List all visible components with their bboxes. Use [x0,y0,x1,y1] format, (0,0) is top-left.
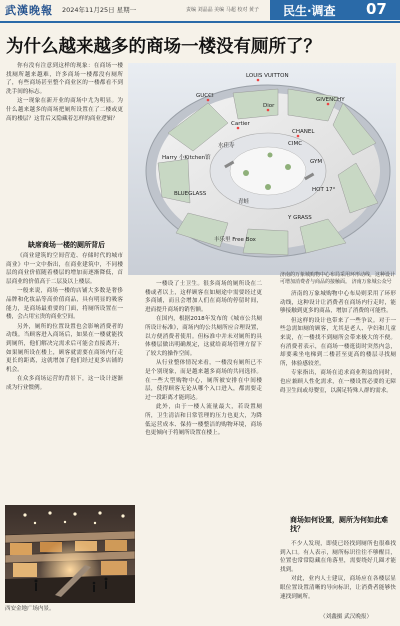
paragraph: 这一现象在新开业的商场中尤为明显。为什么越来越多的商场把厕所设置在了二楼或更高的楼层？这背后又隐藏着怎样的商业逻辑？ [6,98,123,122]
paragraph: 此外，由于一楼人流量最大，若设置厕所，卫生清洁和日常管理的压力也更大，为降低运营成本、保持一楼整洁的购物环境，商场也更倾向于将厕所设置在楼上。 [145,404,262,437]
body-column-3 [280,290,396,516]
section-title: 民生·调查 [283,4,336,18]
body-column-3b [280,540,396,618]
page-header [0,0,400,22]
byline: （刘鑫摄 武汉晚报） [320,614,373,620]
paragraph: 在众多商场运营的背景下，这一设计逐渐成为行业惯例。 [6,376,123,391]
paragraph: 济南的万象城购物中心布局则采用了环形动线，这种设计让消费者在商场内行走时，能够接触到更多的商品，增加了消费的可能性。 [280,291,396,315]
map-label-lv: LOUIS VUITTON [246,73,289,79]
photo-caption-2: 西安金地广场内景。 [5,606,55,612]
paragraph: 你有没有注意到这样的现象：在商场一楼找厕所越来越难，许多商场一楼都没有厕所了，有些商场甚至整个商业区的一楼都看不到洗手间的标志。 [6,63,123,95]
editor-credits: 责编 刘晶晶 美编 马超 校对 黄子 [186,7,259,13]
map-label-gucci: GUCCI [196,93,214,99]
page-number: 07 [366,0,387,18]
map-label-cimc: CIMC [288,141,303,147]
article-headline: 为什么越来越多的商场一楼没有厕所了？ [6,37,321,57]
map-label-freebox: 丰乐里 Free Box [214,237,256,243]
map-label-ygrass: Y GRASS [288,215,312,221]
paragraph: 对此，业内人士建议，商场应在各楼层显眼位置设置清晰的导向标识，让消费者能够快速找到厕所。 [280,576,396,600]
map-label-blueglass: BLUEGLASS [174,191,207,197]
map-label-dior: Dior [263,103,275,109]
paragraph: 但这样的设计也带来了一些争议。对于一些急需如厕的顾客，尤其是老人、孕妇和儿童来说，在一楼找不到厕所会带来极大的不便。有消费者表示，在商场一楼逛街时突然内急，却要乘坐电梯到二楼甚至更高的楼层寻找厕所，体验感较差。 [280,317,396,367]
paragraph: 从行业整体情况来看，一楼没有厕所已不是个别现象，而是越来越多商场的共同选择。在一些大型购物中心，厕所被安排在中间楼层，使得顾客无论从哪个入口进入，都需要走过一段距离才能到达。 [145,360,262,401]
body-column-2 [145,280,262,622]
section-subhead: 商场如何设置，厕所为何如此难找？ [290,516,388,533]
map-label-shuijia: 水佳寿 [218,143,235,149]
masthead-logo: 武漢晚報 [5,4,53,17]
mall-floorplan-photo [128,63,396,275]
paragraph: 一楼设了士卫生。很多商场的厕所设在二楼或者以上，这样顾客在如厕途中需要经过更多商铺，而且会增加人们在商场的停留时间，进而提升商场的销售额。 [145,281,262,313]
map-label-chanel: CHANEL [292,129,315,135]
paragraph: 《商业建筑的空间营造、存储时代的城市商业》中一文中指出，在商业建筑中，不同楼层的商业价值随着楼层的增加而逐渐降低，首层商业的价值高于二层及以上楼层。 [6,253,123,285]
mall-interior-illustration [5,505,135,603]
issue-date: 2024年11月25日 星期一 [62,6,137,14]
section-subhead: 缺席商场一楼的厕所背后 [28,241,105,249]
paragraph: 一般来说，商场一楼的店铺大多数是奢侈品牌和化妆品等高价值商品，具有明显的吸客能力，是商场最重要的门面，将厕所设置在一楼，会占用宝贵的商业空间。 [6,288,123,321]
map-label-harry: Harry 小Kitchen馆 [162,155,211,161]
paragraph: 另外，厕所的位置设置也会影响消费者的动线。当顾客进入商场后，如果在一楼就能找到厕所，他们解决完需求后可能会直接离开；如果厕所设在楼上，顾客就需要在商场内行走更长的距离，这就增加了他们经过更多店铺的机会。 [6,323,123,373]
map-label-cartier: Cartier [231,121,250,127]
body-column-1b [6,252,123,502]
map-label-gym: GYM [310,159,323,165]
body-column-1 [6,62,123,239]
map-label-givenchy: GIVENCHY [316,97,345,103]
photo-caption-1: 济南的万象城购物中心布局采用环形动线，这种设计可增加消费者与商品的接触面。 济南万象城公众号 [280,272,396,285]
paragraph: 在国内，根据2018年发布的《城市公共厕所设计标准》，商场内的公共厕所应合理设置，以方便消费者使用。但标准中并未对厕所的具体楼层做出明确规定，这就给商场管理方留下了较大的操作空间。 [145,316,262,357]
header-rule [0,21,400,23]
mall-interior-photo [5,505,135,603]
map-label-hot: HOT 17° [312,187,336,193]
map-label-frog: 青蛙 [238,199,250,205]
paragraph: 专家指出，商场在追求商业利益的同时，也应兼顾人性化需求，在一楼设置必要的无障碍卫生间或母婴室，以满足特殊人群的需求。 [280,370,396,394]
paragraph: 不少人发现，即使已经找到厕所也很难找到入口。有人表示，厕所标识往往不够醒目，位置也常常隐藏在角落里，需要绕好几圈才能找到。 [280,541,396,573]
mall-floorplan-illustration [128,63,396,275]
